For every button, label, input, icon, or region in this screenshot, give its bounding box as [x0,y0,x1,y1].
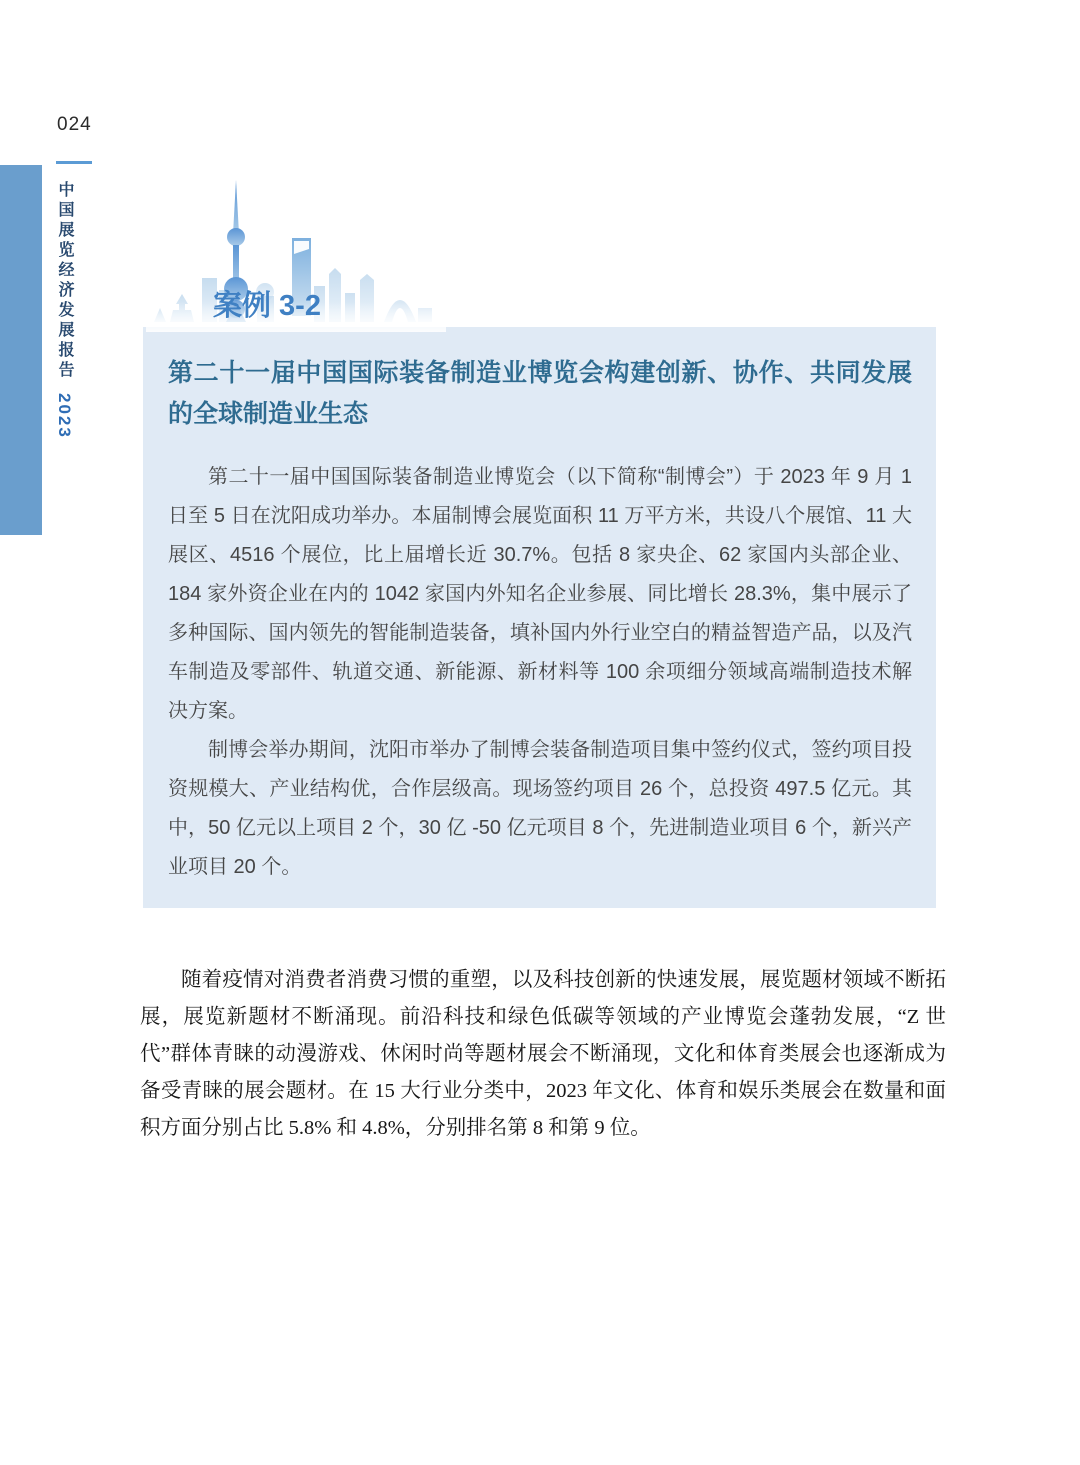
case-title: 第二十一届中国国际装备制造业博览会构建创新、协作、共同发展的全球制造业生态 [168,360,912,428]
sidebar-report-title [53,181,76,439]
sidebar-rule-divider [56,161,92,164]
sidebar-report-title-text: 中国展览经济发展报告 [56,181,73,381]
sidebar-accent-bar [0,165,42,535]
case-study-box [143,327,936,908]
case-label: 案例 3-2 [213,290,321,322]
sidebar-report-year: 2023 [55,393,74,440]
body-paragraph: 随着疫情对消费者消费习惯的重塑，以及科技创新的快速发展，展览题材领域不断拓展，展览新题材不断涌现。前沿科技和绿色低碳等领域的产业博览会蓬勃发展，“Z 世代”群体青睐的动漫游戏、休闲时尚等题材展会不断涌现，文化和体育类展会也逐渐成为备受青睐的展会题材。在 15 大行业分类中，2023 年文化、体育和娱乐类展会在数量和面积方面分别占比 5.8% 和 4.8%，分别排名第 8 和第 9 位。 [140,969,946,1139]
case-paragraph-1: 第二十一届中国国际装备制造业博览会（以下简称“制博会”）于 2023 年 9 月 1 日至 5 日在沈阳成功举办。本届制博会展览面积 11 万平方米，共设八个展馆、11 大展区、4516 个展位，比上届增长近 30.7%。包括 8 家央企、62 家国内头部企业、184 家外资企业在内的 1042 家国内外知名企业参展、同比增长 28.3%，集中展示了多种国际、国内领先的智能制造装备，填补国内外行业空白的精益智造产品，以及汽车制造及零部件、轨道交通、新能源、新材料等 100 余项细分领域高端制造技术解决方案。 [168,466,912,722]
case-paragraph-2: 制博会举办期间，沈阳市举办了制博会装备制造项目集中签约仪式，签约项目投资规模大、产业结构优，合作层级高。现场签约项目 26 个，总投资 497.5 亿元。其中，50 亿元以上项目 2 个，30 亿 -50 亿元项目 8 个，先进制造业项目 6 个，新兴产业项目 20 个。 [168,739,912,878]
page-number: 024 [57,114,92,135]
